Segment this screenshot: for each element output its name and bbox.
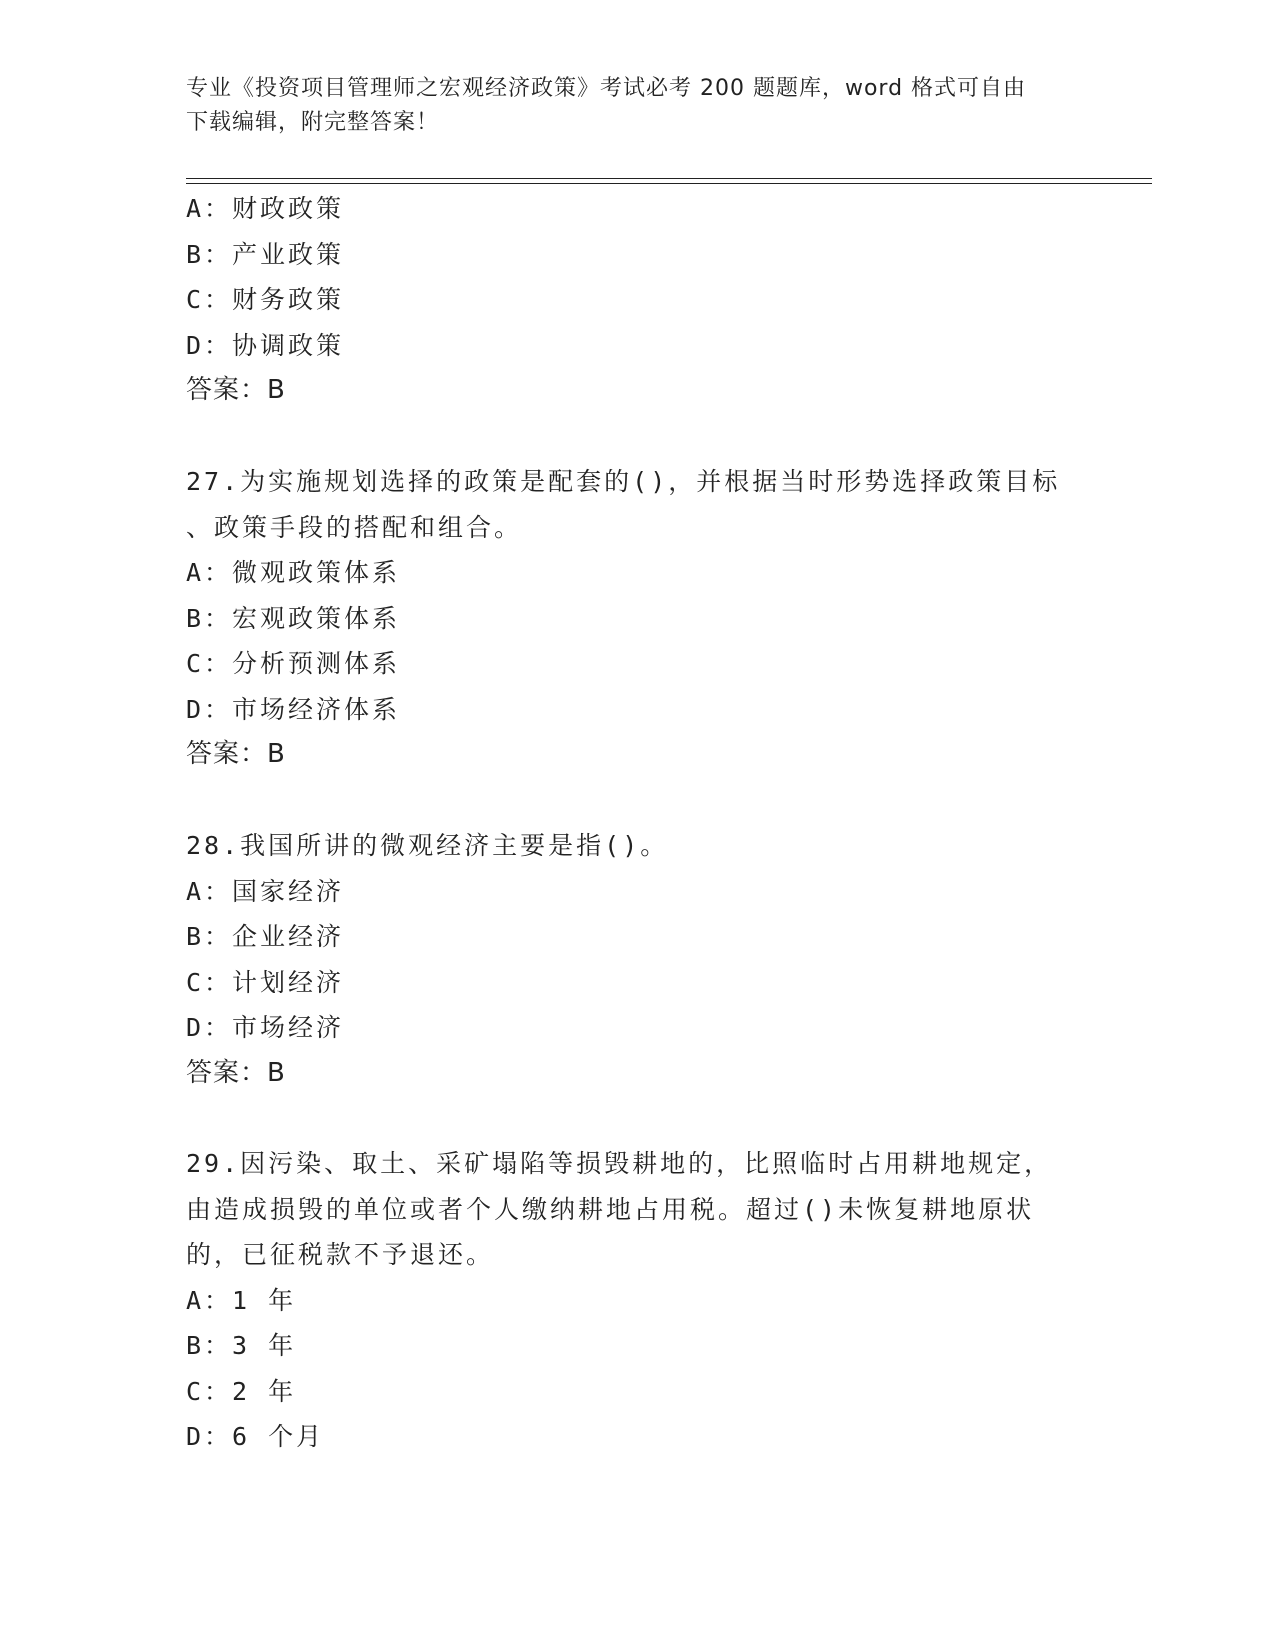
question-stem-line-1: 27.为实施规划选择的政策是配套的()，并根据当时形势选择政策目标	[186, 467, 1061, 496]
question-29	[186, 1141, 1086, 1460]
header-line-2: 下载编辑，附完整答案！	[186, 110, 440, 135]
option-c: C：2 年	[186, 1376, 297, 1406]
answer-line: 答案：B	[186, 375, 286, 405]
option-d: D：协调政策	[186, 330, 345, 360]
question-stem-line-2: 由造成损毁的单位或者个人缴纳耕地占用税。超过()未恢复耕地原状	[186, 1194, 1035, 1224]
option-c: C：财务政策	[186, 285, 345, 314]
question-28	[186, 823, 1086, 1096]
option-b: B：企业经济	[186, 922, 345, 951]
question-26	[186, 186, 1086, 414]
option-a: A：微观政策体系	[186, 558, 401, 587]
option-a: A：国家经济	[186, 876, 345, 906]
question-stem-line-1: 28.我国所讲的微观经济主要是指()。	[186, 831, 669, 860]
answer-line: 答案：B	[186, 739, 286, 769]
header-line-1: 专业《投资项目管理师之宏观经济政策》考试必考 200 题题库，word 格式可自由	[186, 76, 1027, 101]
option-d: D：市场经济体系	[186, 694, 401, 724]
option-a: A：1 年	[186, 1285, 297, 1315]
option-b: B：宏观政策体系	[186, 603, 401, 633]
question-27	[186, 459, 1086, 778]
document-header	[186, 72, 1066, 140]
question-stem-line-3: 的，已征税款不予退还。	[186, 1240, 495, 1269]
option-c: C：分析预测体系	[186, 649, 401, 678]
option-b: B：产业政策	[186, 239, 345, 269]
header-divider-bottom	[186, 183, 1152, 184]
option-a: A：财政政策	[186, 194, 345, 223]
option-c: C：计划经济	[186, 967, 345, 997]
option-b: B：3 年	[186, 1331, 297, 1360]
option-d: D：市场经济	[186, 1013, 345, 1042]
question-stem-line-1: 29.因污染、取土、采矿塌陷等损毁耕地的，比照临时占用耕地规定，	[186, 1149, 1053, 1178]
question-stem-line-2: 、政策手段的搭配和组合。	[186, 512, 523, 542]
header-divider-top	[186, 178, 1152, 179]
answer-line: 答案：B	[186, 1057, 286, 1088]
option-d: D：6 个月	[186, 1422, 325, 1451]
